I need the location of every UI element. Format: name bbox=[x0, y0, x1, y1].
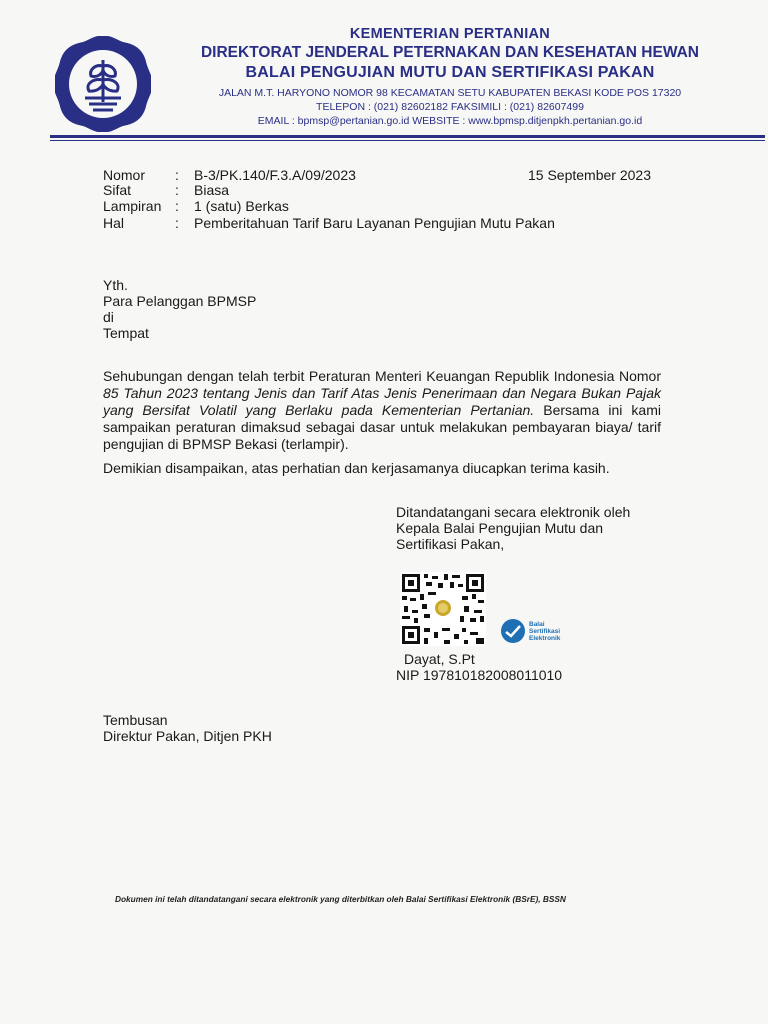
balai-sertifikasi-elektronik-logo-icon bbox=[500, 618, 526, 644]
qr-code-icon bbox=[400, 572, 486, 646]
bsre-text-1: Balai bbox=[529, 620, 545, 628]
electronic-signature-footer: Dokumen ini telah ditandatangani secara elektronik yang diterbitkan oleh Balai Sertifikasi Elektronik (BSrE), BSSN bbox=[115, 894, 566, 904]
letterhead-address: JALAN M.T. HARYONO NOMOR 98 KECAMATAN SETU KABUPATEN BEKASI KODE POS 17320 bbox=[218, 87, 682, 99]
body-line: sampaikan peraturan dimaksud sebagai dasar untuk melakukan pembayaran biaya/ tarif bbox=[103, 419, 661, 435]
recipient-name: Para Pelanggan BPMSP bbox=[103, 293, 257, 309]
letterhead-institution: BALAI PENGUJIAN MUTU DAN SERTIFIKASI PAKAN bbox=[245, 64, 655, 81]
hal-colon: : bbox=[175, 215, 179, 231]
letterhead-phone: TELEPON : (021) 82602182 FAKSIMILI : (021) 82607499 bbox=[316, 101, 584, 113]
letterhead-directorate: DIREKTORAT JENDERAL PETERNAKAN DAN KESEHATAN HEWAN bbox=[200, 44, 700, 61]
lampiran-value: 1 (satu) Berkas bbox=[194, 198, 289, 214]
body-line bbox=[103, 385, 661, 402]
hal-label: Hal bbox=[103, 215, 125, 231]
signature-line-3: Sertifikasi Pakan, bbox=[396, 536, 505, 552]
letterhead-ministry: KEMENTERIAN PERTANIAN bbox=[349, 26, 551, 42]
signature-line-2: Kepala Balai Pengujian Mutu dan bbox=[396, 520, 604, 536]
letterhead-rule-thick bbox=[50, 135, 765, 138]
body-line bbox=[103, 402, 661, 419]
regulation-title: tentang Jenis dan Tarif Atas Jenis Penerimaan dan Negara Bukan Pajak bbox=[197, 385, 661, 401]
lampiran-colon: : bbox=[175, 198, 179, 214]
hal-value: Pemberitahuan Tarif Baru Layanan Pengujian Mutu Pakan bbox=[194, 215, 555, 231]
ministry-of-agriculture-emblem-icon bbox=[55, 36, 151, 132]
recipient-di: di bbox=[103, 309, 114, 325]
signature-line-1: Ditandatangani secara elektronik oleh bbox=[396, 504, 631, 520]
regulation-number: 85 Tahun 2023 bbox=[103, 385, 198, 401]
nomor-value: B-3/PK.140/F.3.A/09/2023 bbox=[194, 167, 356, 183]
body-line: Sehubungan dengan telah terbit Peraturan Menteri Keuangan Republik Indonesia Nomor bbox=[103, 368, 661, 384]
bsre-text-2: Sertifikasi bbox=[529, 627, 561, 635]
signatory-nip: NIP 197810182008011010 bbox=[396, 667, 563, 683]
letterhead-rule-thin bbox=[50, 140, 765, 141]
recipient-place: Tempat bbox=[103, 325, 149, 341]
recipient-yth: Yth. bbox=[103, 277, 128, 293]
body-paragraph-1 bbox=[103, 368, 661, 453]
letterhead-email-website: EMAIL : bpmsp@pertanian.go.id WEBSITE : www.bpmsp.ditjenpkh.pertanian.go.id bbox=[257, 115, 643, 127]
letter-date: 15 September 2023 bbox=[528, 167, 651, 183]
bsre-logo bbox=[500, 618, 560, 644]
bsre-text-3: Elektronik bbox=[529, 634, 561, 642]
signatory-name: Dayat, S.Pt bbox=[404, 651, 475, 667]
body-paragraph-2: Demikian disampaikan, atas perhatian dan kerjasamanya diucapkan terima kasih. bbox=[103, 460, 610, 476]
sifat-colon: : bbox=[175, 182, 179, 198]
sifat-label: Sifat bbox=[103, 182, 132, 198]
nomor-colon: : bbox=[175, 167, 179, 183]
tembusan-label: Tembusan bbox=[103, 712, 168, 728]
body-line: pengujian di BPMSP Bekasi (terlampir). bbox=[103, 436, 349, 452]
lampiran-label: Lampiran bbox=[103, 198, 162, 214]
body-text: Bersama ini kami bbox=[534, 402, 661, 418]
tembusan-item: Direktur Pakan, Ditjen PKH bbox=[103, 728, 272, 744]
nomor-label: Nomor bbox=[103, 167, 146, 183]
regulation-title-cont: yang Bersifat Volatil yang Berlaku pada Kementerian Pertanian. bbox=[103, 402, 535, 418]
sifat-value: Biasa bbox=[194, 182, 230, 198]
